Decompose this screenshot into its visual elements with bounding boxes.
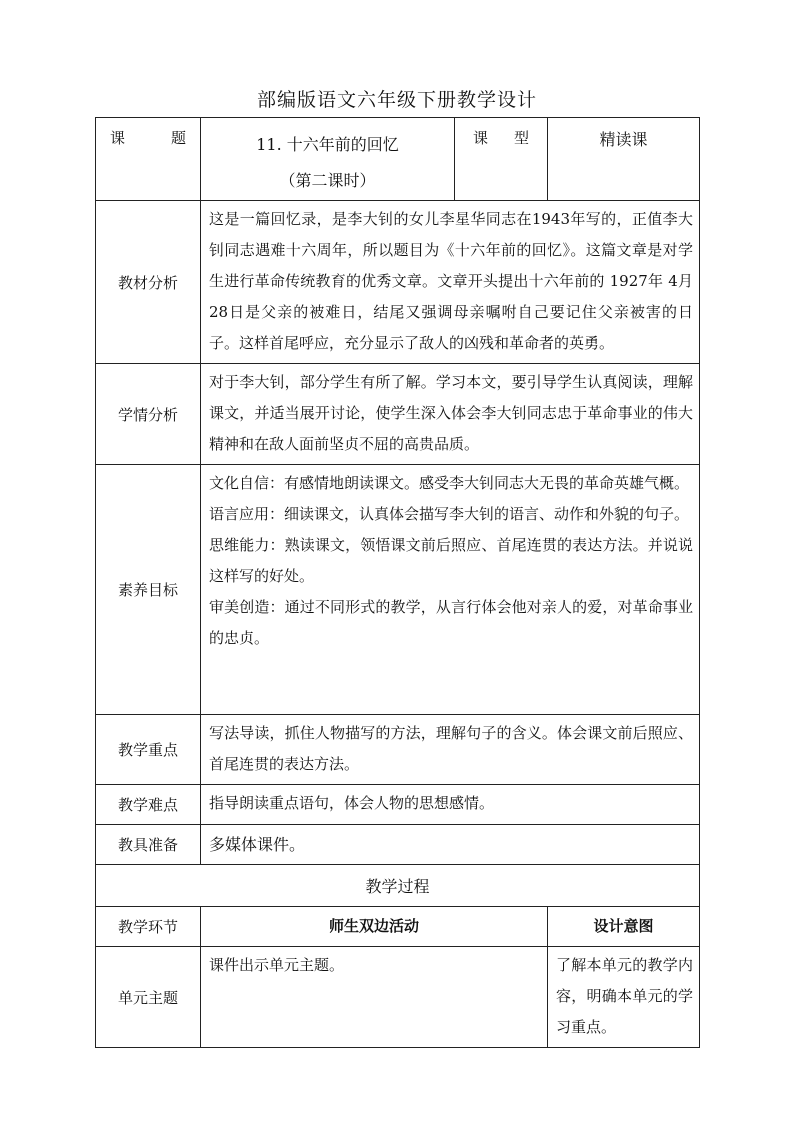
materials-label: 教具准备 bbox=[96, 825, 201, 865]
goal-item: 文化自信：有感情地朗读课文。感受李大钊同志大无畏的革命英雄气概。 bbox=[209, 474, 690, 492]
key-points-row bbox=[96, 715, 700, 785]
process-activity: 课件出示单元主题。 bbox=[201, 947, 548, 1048]
textbook-analysis-row bbox=[96, 201, 700, 364]
type-label-cell bbox=[455, 118, 548, 201]
goal-item: 审美创造：通过不同形式的教学，从言行体会他对亲人的爱，对革命事业的忠贞。 bbox=[209, 598, 693, 647]
process-intent: 了解本单元的教学内容，明确本单元的学习重点。 bbox=[548, 947, 700, 1048]
page-title: 部编版语文六年级下册教学设计 bbox=[256, 89, 537, 111]
key-points-text: 写法导读，抓住人物描写的方法，理解句子的含义。体会课文前后照应、首尾连贯的表达方法。 bbox=[201, 715, 700, 785]
process-heading: 教学过程 bbox=[96, 865, 700, 907]
materials-row bbox=[96, 825, 700, 865]
goals-list bbox=[201, 465, 700, 715]
difficulties-label: 教学难点 bbox=[96, 785, 201, 825]
key-points-label: 教学重点 bbox=[96, 715, 201, 785]
process-header-row bbox=[96, 907, 700, 947]
lesson-plan-table bbox=[95, 117, 700, 1048]
topic-label-b: 题 bbox=[170, 129, 186, 147]
col-intent-header: 设计意图 bbox=[548, 907, 700, 947]
textbook-analysis-label: 教材分析 bbox=[96, 201, 201, 364]
goals-label: 素养目标 bbox=[96, 465, 201, 715]
col-activity-header: 师生双边活动 bbox=[201, 907, 548, 947]
goal-item: 思维能力：熟读课文，领悟课文前后照应、首尾连贯的表达方法。并说说这样写的好处。 bbox=[209, 536, 693, 585]
lesson-period: （第二课时） bbox=[279, 171, 376, 190]
type-value: 精读课 bbox=[548, 118, 700, 201]
textbook-analysis-text: 这是一篇回忆录，是李大钊的女儿李星华同志在1943年写的，正值李大钊同志遇难十六周年，所以题目为《十六年前的回忆》。这篇文章是对学生进行革命传统教育的优秀文章。文章开头提出十六年前的 1927年 4月 28日是父亲的被难日，结尾又强调母亲嘱咐自己要记住父亲被害的日子。这样首尾呼应，充分显示了敌人的凶残和革命者的英勇。 bbox=[201, 201, 700, 364]
materials-text: 多媒体课件。 bbox=[201, 825, 700, 865]
process-heading-row bbox=[96, 865, 700, 907]
col-stage-header: 教学环节 bbox=[96, 907, 201, 947]
student-analysis-label: 学情分析 bbox=[96, 364, 201, 465]
difficulties-text: 指导朗读重点语句，体会人物的思想感情。 bbox=[201, 785, 700, 825]
type-label-b: 型 bbox=[513, 129, 529, 147]
goal-item: 语言应用：细读课文，认真体会描写李大钊的语言、动作和外貌的句子。 bbox=[209, 505, 690, 523]
lesson-title: 11. 十六年前的回忆 bbox=[256, 135, 399, 154]
process-stage: 单元主题 bbox=[96, 947, 201, 1048]
topic-label-a: 课 bbox=[110, 129, 126, 147]
difficulties-row bbox=[96, 785, 700, 825]
process-row bbox=[96, 947, 700, 1048]
lesson-title-cell bbox=[201, 118, 455, 201]
header-row bbox=[96, 118, 700, 201]
topic-label-cell bbox=[96, 118, 201, 201]
student-analysis-text: 对于李大钊，部分学生有所了解。学习本文，要引导学生认真阅读，理解课文，并适当展开讨论，使学生深入体会李大钊同志忠于革命事业的伟大精神和在敌人面前坚贞不屈的高贵品质。 bbox=[201, 364, 700, 465]
goals-row bbox=[96, 465, 700, 715]
student-analysis-row bbox=[96, 364, 700, 465]
type-label-a: 课 bbox=[473, 129, 489, 147]
